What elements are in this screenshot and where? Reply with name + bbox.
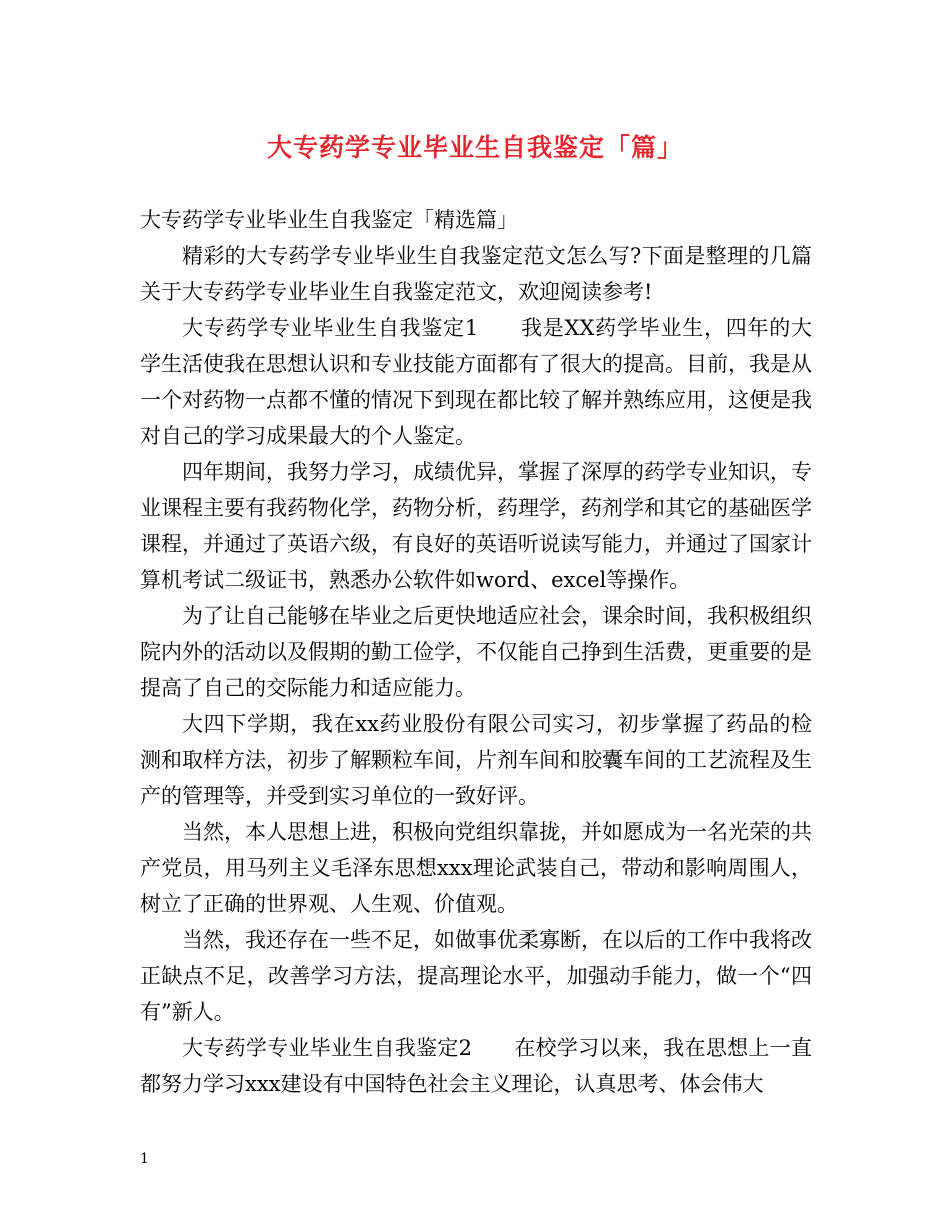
- document-title: 大专药学专业毕业生自我鉴定「篇」: [266, 133, 683, 162]
- section-1-heading: 大专药学专业毕业生自我鉴定1: [182, 316, 479, 340]
- shortcomings-paragraph: 当然，我还存在一些不足，如做事优柔寡断，在以后的工作中我将改正缺点不足，改善学习方法，提高理论水平，加强动手能力，做一个“四有”新人。: [140, 928, 812, 1024]
- activities-paragraph: 为了让自己能够在毕业之后更快地适应社会，课余时间，我积极组织院内外的活动以及假期的勤工俭学，不仅能自己挣到生活费，更重要的是提高了自己的交际能力和适应能力。: [140, 604, 812, 700]
- section-1-paragraph: [140, 310, 812, 454]
- intro-heading: 大专药学专业毕业生自我鉴定「精选篇」: [140, 208, 518, 232]
- document-body: [140, 202, 812, 1102]
- internship-paragraph: 大四下学期，我在xx药业股份有限公司实习，初步掌握了药品的检测和取样方法，初步了解颗粒车间，片剂车间和胶囊车间的工艺流程及生产的管理等，并受到实习单位的一致好评。: [140, 712, 812, 808]
- page-number: 1: [140, 1151, 149, 1167]
- section-2-text: 在校学习以来，我在思想上一直都努力学习xxx建设有中国特色社会主义理论，认真思考、体会伟大: [140, 1036, 812, 1096]
- intro-paragraph: 精彩的大专药学专业毕业生自我鉴定范文怎么写?下面是整理的几篇关于大专药学专业毕业生自我鉴定范文，欢迎阅读参考!: [140, 244, 812, 304]
- section-1-text: 我是XX药学毕业生，四年的大学生活使我在思想认识和专业技能方面都有了很大的提高。目前，我是从一个对药物一点都不懂的情况下到现在都比较了解并熟练应用，这便是我对自己的学习成果最大的个人鉴定。: [140, 316, 812, 448]
- political-paragraph: 当然，本人思想上进，积极向党组织靠拢，并如愿成为一名光荣的共产党员，用马列主义毛泽东思想xxx理论武装自己，带动和影响周围人，树立了正确的世界观、人生观、价值观。: [140, 820, 812, 916]
- section-2-paragraph: [140, 1030, 812, 1102]
- section-2-heading: 大专药学专业毕业生自我鉴定2: [182, 1036, 473, 1060]
- study-paragraph: 四年期间，我努力学习，成绩优异，掌握了深厚的药学专业知识，专业课程主要有我药物化学，药物分析，药理学，药剂学和其它的基础医学课程，并通过了英语六级，有良好的英语听说读写能力，并通过了国家计算机考试二级证书，熟悉办公软件如word、excel等操作。: [140, 460, 812, 592]
